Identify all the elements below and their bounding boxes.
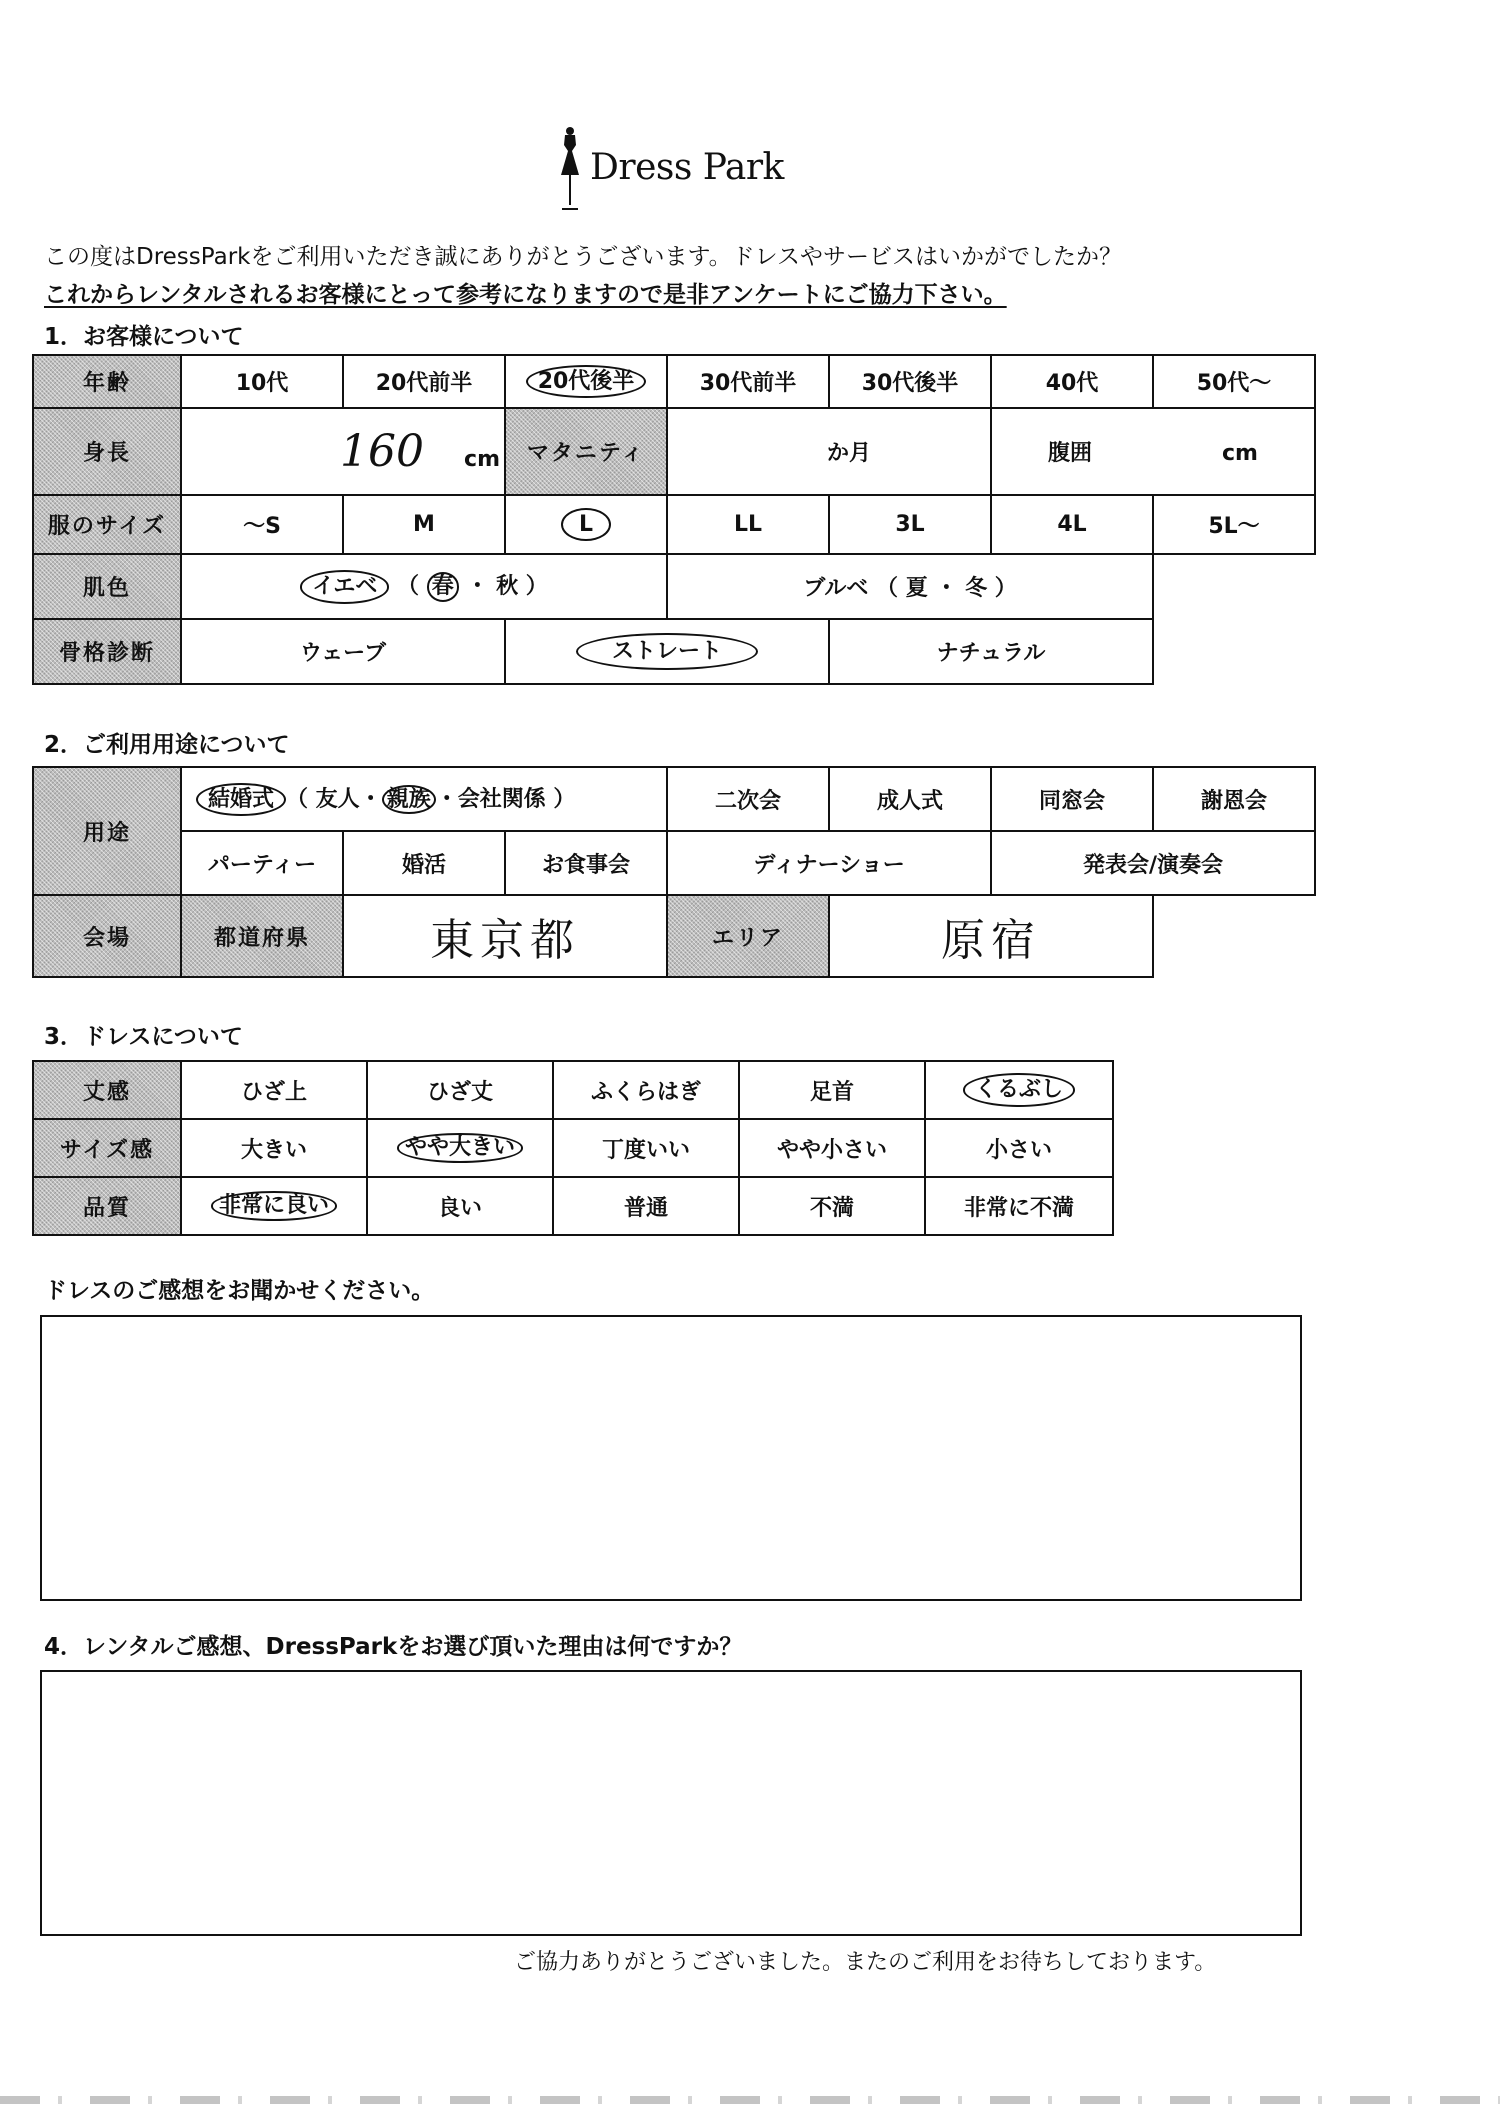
height-row	[33, 408, 1315, 495]
fit-row	[33, 1119, 1113, 1177]
autumn-option: 秋	[496, 574, 519, 600]
selection-circle: くるぶし	[963, 1073, 1075, 1106]
age-option[interactable]: 40代	[991, 355, 1153, 408]
intro-text: この度はDressParkをご利用いただき誠にありがとうございます。ドレスやサービスはいかがでしたか？	[44, 244, 1122, 270]
age-option[interactable]: 30代前半	[667, 355, 829, 408]
yellow-base-field[interactable]	[181, 554, 667, 619]
logo-text: Dress Park	[590, 147, 784, 188]
venue-row	[33, 895, 1315, 977]
dress-comment-box[interactable]	[40, 1315, 1302, 1601]
size-option[interactable]: LL	[667, 495, 829, 554]
selection-circle: ストレート	[576, 633, 758, 670]
area-value[interactable]: 原宿	[829, 895, 1153, 977]
dresspark-logo	[552, 125, 792, 215]
purpose-option[interactable]: 二次会	[667, 767, 829, 831]
selection-circle: L	[561, 508, 611, 541]
size-option[interactable]: 3L	[829, 495, 991, 554]
length-label: 丈感	[33, 1061, 181, 1119]
length-option[interactable]: 足首	[739, 1061, 925, 1119]
winter-option: 冬	[965, 576, 988, 601]
size-option-selected[interactable]	[505, 495, 667, 554]
waist-field[interactable]	[991, 408, 1315, 495]
summer-option: 夏	[905, 576, 928, 601]
section2-heading: 2．ご利用用途について	[44, 732, 290, 758]
customer-table	[32, 354, 1316, 685]
paren: ）	[525, 574, 548, 600]
quality-option[interactable]: 不満	[739, 1177, 925, 1235]
section4-heading: 4．レンタルご感想、DressParkをお選び頂いた理由は何ですか？	[44, 1634, 743, 1660]
purpose-option[interactable]: ディナーショー	[667, 831, 991, 895]
purpose-option[interactable]: 成人式	[829, 767, 991, 831]
separator-dot: ・	[935, 576, 958, 601]
blue-base-field[interactable]	[667, 554, 1153, 619]
purpose-option[interactable]: パーティー	[181, 831, 343, 895]
quality-option-selected[interactable]	[181, 1177, 367, 1235]
size-option[interactable]: ～S	[181, 495, 343, 554]
purpose-option[interactable]: 発表会/演奏会	[991, 831, 1315, 895]
empty-cell	[1153, 619, 1315, 684]
wedding-field[interactable]	[181, 767, 667, 831]
size-label: 服のサイズ	[33, 495, 181, 554]
wedding-detail: ・会社関係 ）	[435, 786, 576, 812]
fit-option[interactable]: 小さい	[925, 1119, 1113, 1177]
family-selected: 親族	[382, 785, 436, 814]
height-unit: cm	[464, 447, 500, 472]
length-row	[33, 1061, 1113, 1119]
body-type-option[interactable]: ウェーブ	[181, 619, 505, 684]
age-option[interactable]: 10代	[181, 355, 343, 408]
fit-option[interactable]: 丁度いい	[553, 1119, 739, 1177]
dress-table	[32, 1060, 1114, 1236]
fit-option-selected[interactable]	[367, 1119, 553, 1177]
empty-cell	[1153, 554, 1315, 619]
selection-circle: やや大きい	[397, 1133, 523, 1162]
skin-label: 肌色	[33, 554, 181, 619]
paren: ）	[994, 576, 1017, 601]
intro-request: これからレンタルされるお客様にとって参考になりますので是非アンケートにご協力下さい。	[44, 282, 1007, 308]
venue-label: 会場	[33, 895, 181, 977]
quality-option[interactable]: 普通	[553, 1177, 739, 1235]
body-type-label: 骨格診断	[33, 619, 181, 684]
maternity-months-field[interactable]	[667, 408, 991, 495]
prefecture-label: 都道府県	[181, 895, 343, 977]
area-label: エリア	[667, 895, 829, 977]
fit-label: サイズ感	[33, 1119, 181, 1177]
length-option-selected[interactable]	[925, 1061, 1113, 1119]
height-value: 160	[340, 426, 425, 477]
quality-row	[33, 1177, 1113, 1235]
waist-unit: cm	[1222, 441, 1258, 466]
quality-option[interactable]: 良い	[367, 1177, 553, 1235]
purpose-label: 用途	[33, 767, 181, 895]
reason-comment-box[interactable]	[40, 1670, 1302, 1936]
fit-option[interactable]: 大きい	[181, 1119, 367, 1177]
body-type-row	[33, 619, 1315, 684]
age-option[interactable]: 20代前半	[343, 355, 505, 408]
age-option-selected[interactable]	[505, 355, 667, 408]
skin-row	[33, 554, 1315, 619]
wedding-selected: 結婚式	[196, 783, 286, 816]
purpose-option[interactable]: 謝恩会	[1153, 767, 1315, 831]
quality-label: 品質	[33, 1177, 181, 1235]
size-option[interactable]: M	[343, 495, 505, 554]
purpose-row-1	[33, 767, 1315, 831]
paren: （	[876, 576, 899, 601]
height-field[interactable]	[181, 408, 505, 495]
wedding-detail: （ 友人・	[286, 786, 382, 812]
prefecture-value[interactable]: 東京都	[343, 895, 667, 977]
body-type-option-selected[interactable]	[505, 619, 829, 684]
length-option[interactable]: ひざ上	[181, 1061, 367, 1119]
age-option[interactable]: 30代後半	[829, 355, 991, 408]
quality-option[interactable]: 非常に不満	[925, 1177, 1113, 1235]
size-option[interactable]: 4L	[991, 495, 1153, 554]
purpose-table	[32, 766, 1316, 978]
selection-circle: 非常に良い	[211, 1191, 337, 1220]
selection-circle: 20代後半	[526, 365, 647, 398]
thanks-message: ご協力ありがとうございました。またのご利用をお待ちしております。	[514, 1950, 1217, 1975]
spring-selected: 春	[427, 572, 459, 601]
fit-option[interactable]: やや小さい	[739, 1119, 925, 1177]
section3-heading: 3．ドレスについて	[44, 1024, 243, 1050]
body-type-option[interactable]: ナチュラル	[829, 619, 1153, 684]
empty-cell	[1153, 895, 1315, 977]
age-row	[33, 355, 1315, 408]
length-option[interactable]: ひざ丈	[367, 1061, 553, 1119]
size-row	[33, 495, 1315, 554]
age-option[interactable]: 50代～	[1153, 355, 1315, 408]
paren: （	[397, 574, 420, 600]
maternity-label: マタニティ	[505, 408, 667, 495]
age-label: 年齢	[33, 355, 181, 408]
size-option[interactable]: 5L～	[1153, 495, 1315, 554]
length-option[interactable]: ふくらはぎ	[553, 1061, 739, 1119]
dress-form-icon	[552, 125, 588, 215]
dress-comment-prompt: ドレスのご感想をお聞かせください。	[44, 1278, 435, 1304]
purpose-option[interactable]: お食事会	[505, 831, 667, 895]
purpose-option[interactable]: 同窓会	[991, 767, 1153, 831]
purpose-option[interactable]: 婚活	[343, 831, 505, 895]
section1-heading: 1．お客様について	[44, 324, 244, 350]
purpose-row-2	[33, 831, 1315, 895]
yellow-base-selected: イエベ	[300, 570, 389, 603]
separator-dot: ・	[466, 574, 489, 600]
waist-label: 腹囲	[1048, 441, 1093, 466]
maternity-months-unit: か月	[826, 441, 871, 466]
blue-base-option: ブルベ	[803, 576, 869, 601]
scan-artifact	[0, 2096, 1500, 2104]
height-label: 身長	[33, 408, 181, 495]
